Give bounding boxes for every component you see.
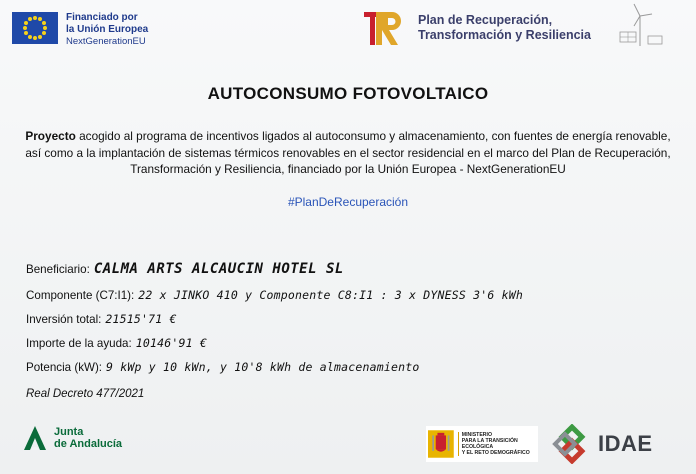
eu-star-icon xyxy=(24,21,28,25)
junta-line2: de Andalucía xyxy=(54,438,123,450)
eu-star-icon xyxy=(23,26,27,30)
idae-logo xyxy=(552,424,653,464)
project-description xyxy=(24,128,672,178)
spain-coat-of-arms-icon xyxy=(428,428,454,460)
field-label: Beneficiario: xyxy=(26,263,90,276)
field-value: 22 x JINKO 410 y Componente C8:I1 : 3 x DYNESS 3'6 kWh xyxy=(138,288,523,302)
field-value: 10146'91 € xyxy=(135,336,207,350)
ministerio-logo xyxy=(426,426,538,462)
prtr-text xyxy=(418,13,591,43)
junta-andalucia-icon xyxy=(22,424,48,452)
eu-flag-icon xyxy=(12,12,58,44)
eu-star-icon xyxy=(43,26,47,30)
eu-star-icon xyxy=(33,36,37,40)
idae-text: IDAE xyxy=(598,431,653,456)
eu-star-icon xyxy=(38,17,42,21)
eu-star-icon xyxy=(24,31,28,35)
eu-star-icon xyxy=(28,17,32,21)
eu-line1: Financiado por xyxy=(66,12,138,23)
field-row-potencia xyxy=(26,358,419,376)
prtr-logo xyxy=(362,8,591,48)
field-value: CALMA ARTS ALCAUCIN HOTEL SL xyxy=(93,261,344,277)
junta-text xyxy=(54,426,122,450)
description-lead: Proyecto xyxy=(25,129,76,143)
field-row-beneficiario xyxy=(26,260,344,278)
hashtag: #PlanDeRecuperación xyxy=(287,195,409,209)
field-value: 9 kWp y 10 kWn, y 10'8 kWh de almacenamiento xyxy=(106,360,420,374)
ministerio-line1: MINISTERIO xyxy=(461,431,493,438)
description-body: acogido al programa de incentivos ligados al autoconsumo y almacenamiento, con fuentes de energía renovable, así como a la implantación de sistemas térmicos renovables en el sector residencial en el marco del Plan de Recuperación, Transformación y Resiliencia, financiado por la Unión Europea - NextGenerationEU xyxy=(25,129,671,176)
field-row-importe xyxy=(26,334,207,352)
field-label: Importe de la ayuda: xyxy=(26,337,132,350)
eu-line2: la Unión Europea xyxy=(66,24,149,35)
eu-star-icon xyxy=(42,21,46,25)
field-label: Componente (C7:I1): xyxy=(26,289,135,302)
prtr-line1: Plan de Recuperación, xyxy=(418,13,553,27)
field-value: 21515'71 € xyxy=(105,312,177,326)
eu-funding-text xyxy=(66,12,148,48)
field-label: Inversión total: xyxy=(26,313,102,326)
decree-reference: Real Decreto 477/2021 xyxy=(26,388,145,400)
ministerio-line3: Y EL RETO DEMOGRÁFICO xyxy=(461,450,530,457)
ministerio-line2: PARA LA TRANSICIÓN ECOLÓGICA xyxy=(461,437,518,450)
eu-logo xyxy=(12,12,148,48)
prtr-mark-icon xyxy=(362,8,406,48)
eu-star-icon xyxy=(38,35,42,39)
eu-star-icon xyxy=(42,31,46,35)
field-row-inversion xyxy=(26,310,177,328)
field-label: Potencia (kW): xyxy=(26,361,103,374)
windmill-solar-icon xyxy=(612,2,668,48)
ministerio-text xyxy=(458,432,538,457)
eu-line3: NextGenerationEU xyxy=(66,36,146,47)
field-row-componente xyxy=(26,286,523,304)
page-title: AUTOCONSUMO FOTOVOLTAICO xyxy=(207,84,489,103)
junta-line1: Junta xyxy=(54,426,84,438)
eu-star-icon xyxy=(33,16,37,20)
idae-knot-icon xyxy=(552,424,592,464)
eu-star-icon xyxy=(28,35,32,39)
prtr-line2: Transformación y Resiliencia xyxy=(418,28,591,42)
junta-andalucia-logo xyxy=(22,424,122,452)
